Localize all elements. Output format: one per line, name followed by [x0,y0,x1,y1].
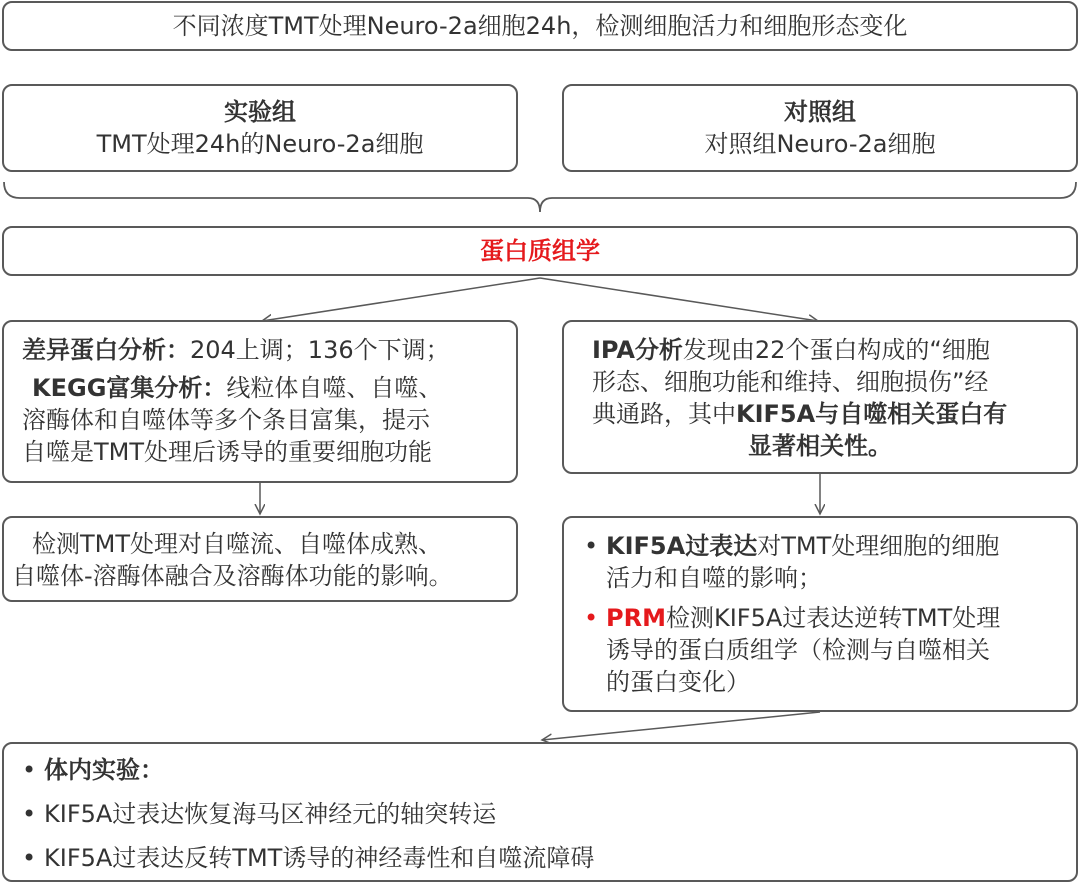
arrow-proteomics-right [540,278,818,321]
kegg-text-1: 线粒体自噬、自噬、 [226,374,443,402]
prm-item-line-2: 诱导的蛋白质组学（检测与自噬相关 [606,636,990,664]
kegg-text-2: 溶酶体和自噬体等多个条目富集，提示 [22,406,430,434]
ipa-label: IPA分析 [592,336,683,364]
kif5a-item-1-text: 对TMT处理细胞的细胞 [757,532,1000,560]
experimental-group-desc: TMT处理24h的Neuro-2a细胞 [96,130,424,158]
kegg-line-1 [22,372,506,404]
ipa-analysis-box [562,320,1078,474]
prm-item-line-3: 的蛋白变化） [606,668,750,696]
control-group-desc: 对照组Neuro-2a细胞 [704,130,936,158]
ipa-line-2: 形态、细胞功能和维持、细胞损伤”经 [592,368,989,396]
invivo-experiment-box [2,742,1078,882]
autophagy-detection-line-1: 检测TMT处理对自噬流、自噬体成熟、 [32,530,443,558]
bullet-dot: • [22,844,37,872]
control-group-box [562,84,1078,172]
kif5a-experiment-list [578,530,1066,698]
kif5a-overexpression-label: KIF5A过表达 [606,532,758,560]
autophagy-detection-box [2,516,518,602]
ipa-line-1 [592,334,1066,366]
proteomics-label: 蛋白质组学 [480,237,600,265]
differential-protein-line [22,334,506,366]
kegg-text-3: 自噬是TMT处理后诱导的重要细胞功能 [22,438,433,466]
kif5a-item-1-line-2: 活力和自噬的影响； [606,564,822,592]
autophagy-detection-line-2: 自噬体-溶酶体融合及溶酶体功能的影响。 [12,562,453,590]
ipa-line-3-plain: 典通路，其中 [592,400,736,428]
list-item [16,754,1066,786]
invivo-title: 体内实验： [44,756,164,784]
invivo-experiment-list [16,754,1066,874]
kegg-label: KEGG富集分析： [32,374,227,402]
bullet-dot: • [584,604,599,632]
top-banner [2,1,1078,51]
differential-protein-text: 204上调；136个下调； [190,336,450,364]
differential-protein-label: 差异蛋白分析： [22,336,190,364]
list-item [578,602,1066,698]
differential-analysis-box [2,320,518,483]
prm-item-text: 检测KIF5A过表达逆转TMT处理 [665,604,1001,632]
ipa-line-3-bold: KIF5A与自噬相关蛋白有 [736,400,1008,428]
arrow-proteomics-left [262,278,540,321]
control-group-title: 对照组 [784,98,856,126]
ipa-line-3 [592,398,1066,430]
experimental-group-title: 实验组 [224,98,296,126]
arrow-to-invivo [542,712,820,740]
bullet-dot: • [584,532,599,560]
proteomics-box [2,226,1078,276]
kif5a-experiment-box [562,516,1078,712]
list-item [16,842,1066,874]
ipa-line-4: 显著相关性。 [748,432,892,460]
experimental-group-box [2,84,518,172]
ipa-line-1-text: 发现由22个蛋白构成的“细胞 [682,336,990,364]
prm-label: PRM [606,604,666,632]
list-item [578,530,1066,594]
bullet-dot: • [22,800,37,828]
invivo-item-1: KIF5A过表达恢复海马区神经元的轴突转运 [44,800,497,828]
invivo-item-2: KIF5A过表达反转TMT诱导的神经毒性和自噬流障碍 [44,844,595,872]
bullet-dot: • [22,756,37,784]
list-item [16,798,1066,830]
top-banner-text: 不同浓度TMT处理Neuro-2a细胞24h，检测细胞活力和细胞形态变化 [172,12,908,40]
group-brace [4,182,1076,212]
